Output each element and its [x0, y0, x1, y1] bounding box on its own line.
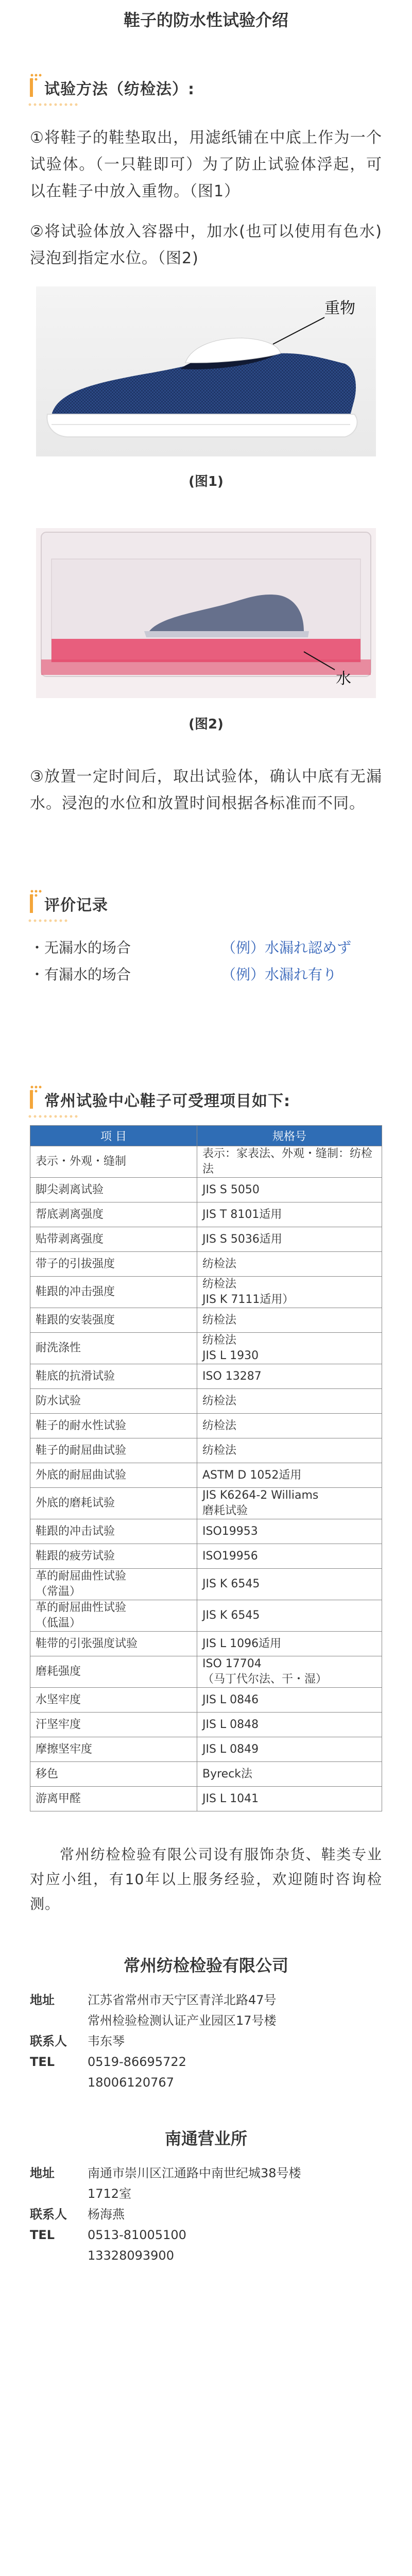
item-name-cell: 帮底剥离强度 — [30, 1202, 197, 1227]
item-name-cell: 鞋跟的冲击试验 — [30, 1519, 197, 1544]
evaluation-row — [0, 960, 412, 987]
table-row — [30, 1488, 382, 1519]
items-heading-text: 常州试验中心鞋子可受理项目如下: — [44, 1092, 290, 1110]
table-row — [30, 1364, 382, 1389]
tel-label: TEL — [30, 2055, 55, 2069]
item-name-cell: 革的耐屈曲性试验 （低温） — [30, 1600, 197, 1632]
dots-decoration-icon — [26, 1113, 108, 1120]
item-standard-cell: JIS L 0846 — [197, 1688, 382, 1713]
table-row — [30, 1333, 382, 1364]
item-standard-cell: JIS L 1041 — [197, 1787, 382, 1811]
shoe-in-water-image — [36, 528, 376, 698]
table-row — [30, 1656, 382, 1688]
company-tel-row — [0, 2052, 412, 2072]
item-standard-cell: 纺检法 — [197, 1414, 382, 1438]
item-name-cell: 摩擦坚牢度 — [30, 1737, 197, 1762]
item-name-cell: 鞋底的抗滑试验 — [30, 1364, 197, 1389]
evaluation-case: ・有漏水的场合 — [30, 966, 131, 983]
item-name-cell: 脚尖剥离试验 — [30, 1178, 197, 1202]
evaluation-heading — [30, 889, 412, 918]
item-name-cell: 鞋跟的冲击强度 — [30, 1277, 197, 1308]
branch-tel-row — [0, 2245, 412, 2266]
table-row — [30, 1632, 382, 1656]
item-standard-cell: 纺检法 JIS L 1930 — [197, 1333, 382, 1364]
address-label: 地址 — [30, 2166, 55, 2180]
address-value: 江苏省常州市天宁区青洋北路47号 — [88, 1993, 277, 2007]
table-row — [30, 1762, 382, 1787]
item-name-cell: 防水试验 — [30, 1389, 197, 1414]
method-heading — [30, 73, 412, 102]
item-name-cell: 外底的磨耗试验 — [30, 1488, 197, 1519]
company-address-row — [0, 2010, 412, 2031]
table-row — [30, 1688, 382, 1713]
table-row — [30, 1544, 382, 1569]
dots-decoration-icon — [26, 101, 108, 108]
table-row — [30, 1519, 382, 1544]
table-row — [30, 1463, 382, 1488]
item-name-cell: 贴带剥离强度 — [30, 1227, 197, 1252]
item-standard-cell: JIS L 0848 — [197, 1713, 382, 1737]
item-name-cell: 鞋带的引张强度试验 — [30, 1632, 197, 1656]
figure-1-photo — [36, 286, 376, 456]
company-address-row — [0, 1990, 412, 2010]
figure-1-caption: (图1) — [188, 474, 224, 489]
item-name-cell: 移色 — [30, 1762, 197, 1787]
item-name-cell: 游离甲醛 — [30, 1787, 197, 1811]
item-standard-cell: 纺检法 — [197, 1438, 382, 1463]
address-label: 地址 — [30, 1993, 55, 2007]
item-standard-cell: 表示：家表法、外观・缝制：纺检法 — [197, 1146, 382, 1178]
item-standard-cell: 纺检法 — [197, 1308, 382, 1333]
table-row — [30, 1389, 382, 1414]
item-name-cell: 鞋跟的疲劳试验 — [30, 1544, 197, 1569]
item-name-cell: 带子的引拔强度 — [30, 1252, 197, 1277]
item-standard-cell: JIS S 5050 — [197, 1178, 382, 1202]
method-step-3: ③放置一定时间后，取出试验体，确认中底有无漏水。浸泡的水位和放置时间根据各标准而不同。 — [30, 768, 382, 812]
contact-value: 韦东琴 — [88, 2034, 125, 2048]
item-name-cell: 汗坚牢度 — [30, 1713, 197, 1737]
page-title: 鞋子的防水性试验介绍 — [123, 10, 288, 30]
evaluation-row — [0, 934, 412, 960]
table-row — [30, 1569, 382, 1600]
item-standard-cell: JIS T 8101适用 — [197, 1202, 382, 1227]
tel-value[interactable]: 0519-86695722 — [88, 2055, 186, 2069]
item-name-cell: 水坚牢度 — [30, 1688, 197, 1713]
method-step-1: ①将鞋子的鞋垫取出，用滤纸铺在中底上作为一个试验体。（一只鞋即可）为了防止试验体浮起，可以在鞋子中放入重物。（图1） — [30, 129, 382, 200]
item-name-cell: 鞋子的耐屈曲试验 — [30, 1438, 197, 1463]
table-row — [30, 1414, 382, 1438]
tel-value[interactable]: 13328093900 — [88, 2248, 174, 2263]
item-standard-cell: Byreck法 — [197, 1762, 382, 1787]
evaluation-case: ・无漏水的场合 — [30, 939, 131, 956]
method-step-2: ②将试验体放入容器中，加水(也可以使用有色水)浸泡到指定水位。（图2) — [30, 223, 382, 267]
table-row — [30, 1178, 382, 1202]
item-name-cell: 外底的耐屈曲试验 — [30, 1463, 197, 1488]
item-standard-cell: ISO 13287 — [197, 1364, 382, 1389]
item-name-cell: 磨耗强度 — [30, 1656, 197, 1688]
address-value: 常州检验检测认证产业园区17号楼 — [88, 2013, 277, 2028]
table-row — [30, 1202, 382, 1227]
item-name-cell: 耐洗涤性 — [30, 1333, 197, 1364]
table-row — [30, 1737, 382, 1762]
tel-value[interactable]: 18006120767 — [88, 2075, 174, 2090]
branch-contact-row — [0, 2204, 412, 2225]
table-row — [30, 1600, 382, 1632]
item-standard-cell: ISO 17704 （马丁代尔法、干・湿） — [197, 1656, 382, 1688]
dots-decoration-icon — [30, 889, 92, 897]
figure-1-label: 重物 — [324, 299, 355, 317]
company-contact-row — [0, 2031, 412, 2052]
tel-value[interactable]: 0513-81005100 — [88, 2228, 186, 2242]
item-standard-cell: JIS L 1096适用 — [197, 1632, 382, 1656]
item-standard-cell: JIS K6264-2 Williams 磨耗试验 — [197, 1488, 382, 1519]
items-heading — [30, 1085, 412, 1114]
dots-decoration-icon — [30, 73, 92, 81]
tel-label: TEL — [30, 2228, 55, 2242]
dots-decoration-icon — [30, 1085, 92, 1093]
branch-address-row — [0, 2163, 412, 2183]
branch-address-row — [0, 2183, 412, 2204]
figure-2-photo — [36, 528, 376, 698]
item-standard-cell: 纺检法 JIS K 7111适用） — [197, 1277, 382, 1308]
contact-value: 杨海燕 — [88, 2207, 125, 2222]
table-row — [30, 1277, 382, 1308]
table-row — [30, 1227, 382, 1252]
evaluation-heading-text: 评价记录 — [44, 896, 108, 914]
contact-label: 联系人 — [30, 2034, 67, 2048]
address-value: 南通市崇川区江通路中南世纪城38号楼 — [88, 2166, 301, 2180]
branch-title: 南通营业所 — [164, 2129, 247, 2148]
table-row — [30, 1252, 382, 1277]
item-standard-cell: ASTM D 1052适用 — [197, 1463, 382, 1488]
table-row — [30, 1438, 382, 1463]
figure-2-caption: (图2) — [188, 717, 224, 732]
method-heading-text: 试验方法（纺检法）: — [44, 80, 195, 98]
table-row — [30, 1146, 382, 1178]
item-standard-cell: 纺检法 — [197, 1252, 382, 1277]
items-footer: 常州纺检检验有限公司设有服饰杂货、鞋类专业对应小组，有10年以上服务经验，欢迎随时咨询检测。 — [30, 1846, 382, 1912]
branch-tel-row — [0, 2225, 412, 2245]
item-standard-cell: JIS L 0849 — [197, 1737, 382, 1762]
item-standard-cell: JIS K 6545 — [197, 1569, 382, 1600]
dots-decoration-icon — [26, 917, 108, 924]
evaluation-example: （例）水漏れ認めず — [221, 939, 352, 956]
evaluation-example: （例）水漏れ有り — [221, 966, 337, 983]
item-name-cell: 鞋跟的安装强度 — [30, 1308, 197, 1333]
company-title: 常州纺检检验有限公司 — [123, 1956, 288, 1975]
item-standard-cell: ISO19956 — [197, 1544, 382, 1569]
table-row — [30, 1787, 382, 1811]
figure-2-label: 水 — [336, 670, 351, 688]
items-table — [30, 1125, 382, 1811]
column-header: 项 目 — [30, 1126, 197, 1146]
contact-label: 联系人 — [30, 2207, 67, 2222]
item-standard-cell: JIS K 6545 — [197, 1600, 382, 1632]
address-value: 1712室 — [88, 2187, 132, 2201]
item-standard-cell: 纺检法 — [197, 1389, 382, 1414]
item-name-cell: 表示・外观・缝制 — [30, 1146, 197, 1178]
company-tel-row — [0, 2072, 412, 2093]
table-row — [30, 1713, 382, 1737]
item-name-cell: 鞋子的耐水性试验 — [30, 1414, 197, 1438]
column-header: 规格号 — [197, 1126, 382, 1146]
item-name-cell: 革的耐屈曲性试验 （常温） — [30, 1569, 197, 1600]
table-row — [30, 1308, 382, 1333]
shoe-with-weight-image — [36, 286, 376, 456]
item-standard-cell: JIS S 5036适用 — [197, 1227, 382, 1252]
item-standard-cell: ISO19953 — [197, 1519, 382, 1544]
